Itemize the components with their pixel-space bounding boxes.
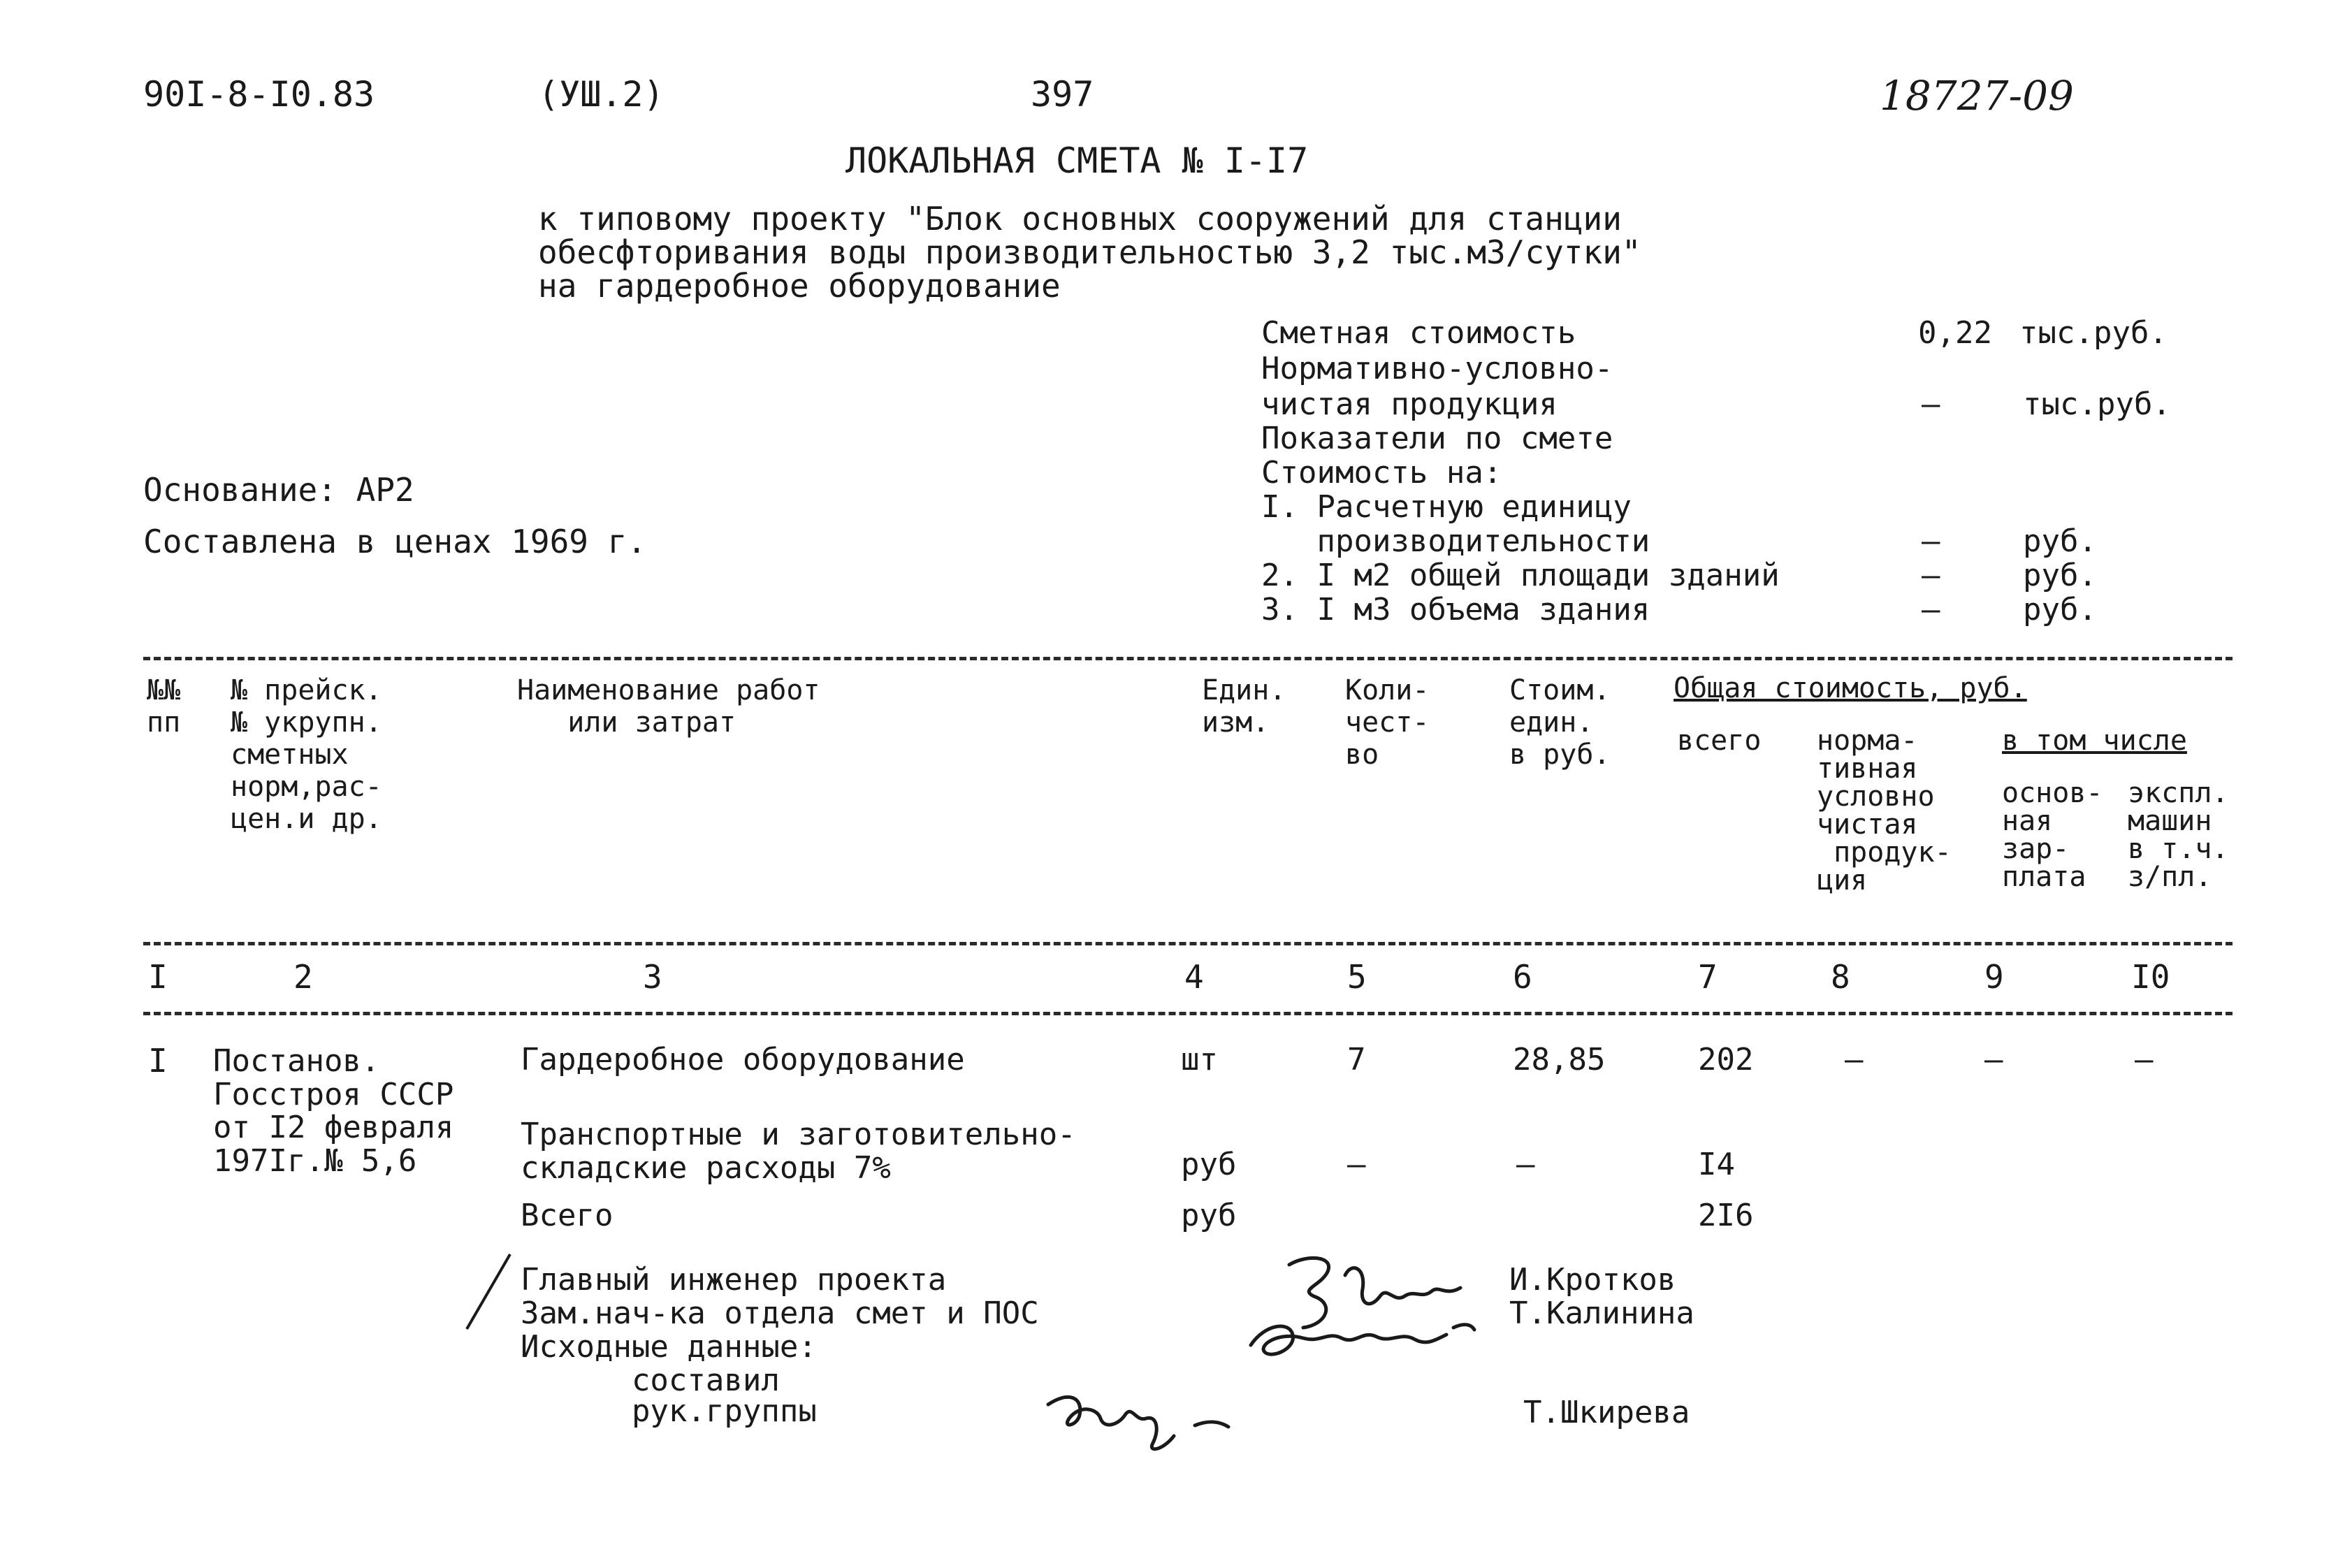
row-total: 2I6	[1698, 1198, 1754, 1233]
name-deputy: Т.Калинина	[1509, 1295, 1694, 1331]
header-total-all: всего	[1677, 725, 1762, 757]
summary-label: чистая продукция	[1261, 386, 1558, 422]
header-price-ref: № прейск. № укрупн. сметных норм,рас- цен.и др.	[231, 674, 382, 835]
header-normative-net: норма- тивная условно чистая продук- ция	[1817, 725, 1952, 896]
position-compiled: составил	[521, 1363, 780, 1398]
subtitle-line-1: к типовому проекту "Блок основных сооружений для станции	[538, 200, 1622, 238]
column-number: 2	[293, 958, 313, 996]
page-number: 397	[1031, 74, 1094, 115]
header-total-cost: Общая стоимость, руб.	[1674, 672, 2027, 704]
header-unit: Един. изм.	[1202, 674, 1286, 739]
header-machinery: экспл. машин в т.ч. з/пл.	[2128, 777, 2229, 893]
basis-osnovanie: Основание: АР2	[143, 471, 414, 509]
subtitle-line-3: на гардеробное оборудование	[538, 267, 1061, 305]
basis-prices: Составлена в ценах 1969 г.	[143, 523, 647, 560]
header-bottom-rule	[143, 942, 2233, 945]
summary-value: –	[1922, 523, 1940, 559]
column-numbers-bottom-rule	[143, 1012, 2233, 1015]
header-base-salary: основ- ная зар- плата	[2002, 777, 2103, 893]
column-number: 4	[1184, 958, 1204, 996]
summary-label: Сметная стоимость	[1261, 315, 1576, 351]
handwritten-signature	[1041, 1377, 1251, 1474]
row-number: I	[148, 1042, 168, 1080]
row-quantity: 7	[1347, 1042, 1366, 1077]
section-code: (УШ.2)	[538, 74, 665, 115]
summary-value: –	[1922, 386, 1940, 422]
header-work-name: Наименование работ или затрат	[517, 674, 820, 739]
row-unit: шт	[1181, 1042, 1218, 1077]
column-number: 3	[643, 958, 662, 996]
doc-code: 90I-8-I0.83	[143, 74, 375, 115]
summary-label: Показатели по смете	[1261, 421, 1613, 456]
row-work-name: Гардеробное оборудование	[521, 1042, 965, 1077]
summary-label: 2. I м2 общей площади зданий	[1261, 558, 1780, 593]
header-including: в том числе	[2002, 725, 2187, 757]
summary-label: Стоимость на:	[1261, 455, 1502, 491]
row-machinery: –	[2135, 1042, 2154, 1077]
summary-value: –	[1922, 592, 1940, 627]
summary-label: Нормативно-условно-	[1261, 351, 1613, 386]
document-title: ЛОКАЛЬНАЯ СМЕТА № I-I7	[845, 140, 1309, 181]
handwritten-signature	[1223, 1247, 1530, 1373]
slash-mark	[461, 1251, 517, 1335]
row-unit: руб	[1181, 1147, 1237, 1182]
position-chief-engineer: Главный инженер проекта	[521, 1262, 947, 1298]
name-chief-engineer: И.Кротков	[1509, 1262, 1676, 1298]
column-number: 9	[1984, 958, 2004, 996]
subtitle-line-2: обесфторивания воды производительностью 3,2 тыс.м3/сутки"	[538, 233, 1641, 271]
summary-value: 0,22	[1918, 315, 1992, 351]
summary-label: I. Расчетную единицу	[1261, 489, 1632, 525]
header-quantity: Коли- чест- во	[1345, 674, 1430, 771]
position-source-data: Исходные данные:	[521, 1329, 817, 1365]
column-number: I0	[2131, 958, 2170, 996]
row-total: I4	[1698, 1147, 1735, 1182]
row-normative-net: –	[1845, 1042, 1864, 1077]
header-row-number: №№ пп	[147, 674, 181, 739]
summary-value: –	[1922, 558, 1940, 593]
summary-unit: тыс.руб.	[2023, 386, 2171, 422]
summary-label: производительности	[1261, 523, 1650, 559]
row-unit-cost: 28,85	[1513, 1042, 1606, 1077]
row-base-salary: –	[1984, 1042, 2003, 1077]
column-number: I	[148, 958, 168, 996]
summary-label: 3. I м3 объема здания	[1261, 592, 1650, 627]
position-deputy-head: Зам.нач-ка отдела смет и ПОС	[521, 1295, 1039, 1331]
summary-unit: руб.	[2023, 592, 2097, 627]
column-number: 7	[1698, 958, 1718, 996]
row-unit: руб	[1181, 1198, 1237, 1233]
name-group-lead: Т.Шкирева	[1523, 1395, 1690, 1430]
column-number: 5	[1347, 958, 1367, 996]
column-number: 8	[1831, 958, 1850, 996]
row-total: 202	[1698, 1042, 1754, 1077]
summary-unit: руб.	[2023, 558, 2097, 593]
column-number: 6	[1513, 958, 1532, 996]
archive-number: 18727-09	[1880, 72, 2074, 119]
summary-unit: руб.	[2023, 523, 2097, 559]
summary-unit: тыс.руб.	[2019, 315, 2168, 351]
row-work-name: Транспортные и заготовительно- складские расходы 7%	[521, 1117, 1076, 1186]
row-unit-cost: –	[1516, 1147, 1535, 1182]
position-group-lead: рук.группы	[521, 1393, 817, 1429]
row-quantity: –	[1347, 1147, 1366, 1182]
row-work-name: Всего	[521, 1198, 614, 1233]
row-price-ref: Постанов. Госстроя СССР от I2 февраля 197Iг.№ 5,6	[213, 1043, 454, 1179]
table-top-rule	[143, 657, 2233, 660]
header-unit-cost: Стоим. един. в руб.	[1509, 674, 1611, 771]
